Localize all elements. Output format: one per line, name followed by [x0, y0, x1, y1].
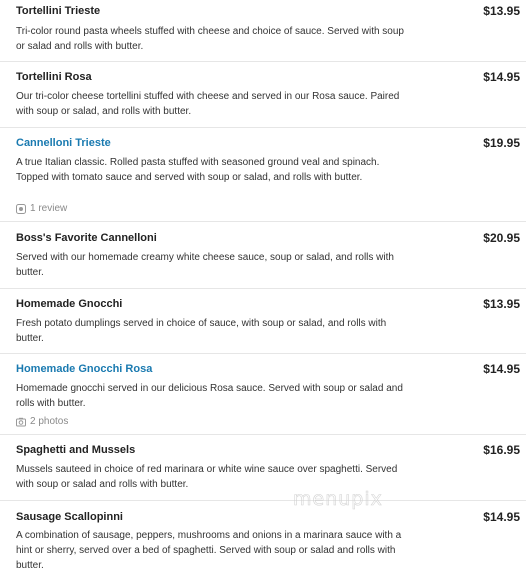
menu-item-price: $14.95: [483, 510, 520, 524]
menu-item-description: A combination of sausage, peppers, mushrooms and onions in a marinara sauce with a hint or sherry, served over a bed of spaghetti. Served with soup or salad and rolls with butter.: [16, 530, 402, 571]
menu-item: [0, 297, 526, 354]
menu-item-name: Homemade Gnocchi: [16, 298, 123, 310]
menu-item-description: A true Italian classic. Rolled pasta stuffed with seasoned ground veal and spinach. Topped with tomato sauce and served with soup or salad, and rolls with butter.: [16, 157, 380, 183]
menu-item-price: $19.95: [483, 136, 520, 150]
review-count-link[interactable]: [16, 203, 67, 215]
menu-item-name-link[interactable]: Homemade Gnocchi Rosa: [16, 363, 153, 375]
menu-item-description: Homemade gnocchi served in our delicious Rosa sauce. Served with soup or salad and rolls with butter.: [16, 383, 403, 409]
menu-item: [0, 510, 526, 580]
menu-item-price: $14.95: [483, 70, 520, 84]
menu-item-name: Sausage Scallopinni: [16, 511, 123, 523]
menu-item: [0, 70, 526, 128]
menu-item: [0, 362, 526, 435]
menu-item-name: Tortellini Trieste: [16, 5, 101, 17]
menu-item-description: Fresh potato dumplings served in choice of sauce, with soup or salad, and rolls with butter.: [16, 318, 387, 344]
camera-icon: [16, 417, 26, 427]
menu-item-price: $14.95: [483, 362, 520, 376]
menu-item-name: Tortellini Rosa: [16, 71, 92, 83]
menu-item-description: Served with our homemade creamy white cheese sauce, soup or salad, and rolls with butter.: [16, 252, 394, 278]
menu-item: [0, 136, 526, 222]
menu-item: [0, 231, 526, 289]
menu-item-price: $13.95: [483, 297, 520, 311]
review-icon: [16, 204, 26, 214]
menu-item: [0, 443, 526, 501]
photo-count-link[interactable]: [16, 416, 68, 428]
menu-item-name: Boss's Favorite Cannelloni: [16, 232, 157, 244]
review-count-label: 1 review: [30, 203, 68, 214]
menu-item-price: $16.95: [483, 443, 520, 457]
menu-item-price: $20.95: [483, 231, 520, 245]
menu-item-name: Spaghetti and Mussels: [16, 444, 136, 456]
menu-item-name-link[interactable]: Cannelloni Trieste: [16, 137, 111, 149]
menu-item-price: $13.95: [483, 4, 520, 18]
menu-item-description: Mussels sauteed in choice of red marinara or white wine sauce over spaghetti. Served with soup or salad and rolls with butter.: [16, 464, 398, 490]
menu-item-description: Tri-color round pasta wheels stuffed with cheese and choice of sauce. Served with soup or salad and rolls with butter.: [16, 26, 404, 52]
menu-item: [0, 4, 526, 62]
photo-count-label: 2 photos: [30, 416, 69, 427]
menupix-watermark: menupix: [293, 488, 383, 510]
menu-item-description: Our tri-color cheese tortellini stuffed with cheese and served in our Rosa sauce. Paired with soup or salad, and rolls with butter.: [16, 91, 400, 117]
